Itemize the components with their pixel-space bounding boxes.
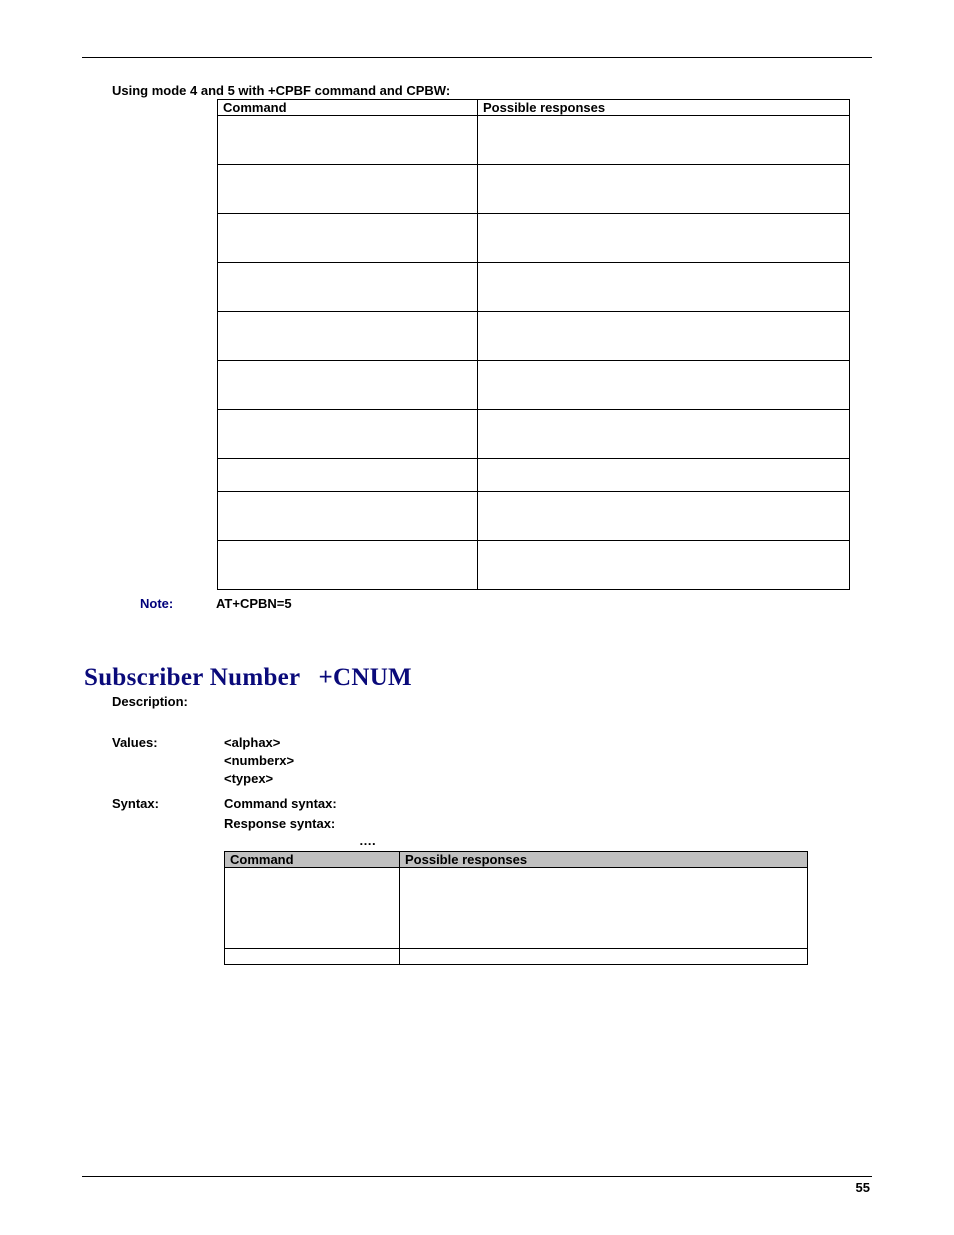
command-cell	[218, 165, 478, 214]
values-label: Values:	[112, 735, 158, 750]
value-numberx: <numberx>	[224, 753, 295, 768]
response-cell	[478, 410, 850, 459]
section-title: Using mode 4 and 5 with +CPBF command and CPBW:	[112, 83, 451, 98]
page-number: 55	[855, 1180, 870, 1195]
footer-rule	[82, 1176, 872, 1177]
syntax-label: Syntax:	[112, 796, 159, 811]
command-cell	[218, 263, 478, 312]
response-cell	[478, 361, 850, 410]
note-label: Note:	[140, 596, 174, 611]
column-header-responses: Possible responses	[478, 100, 850, 116]
table-row	[218, 165, 850, 214]
table-row	[225, 868, 808, 949]
command-syntax-label: Command syntax:	[224, 796, 337, 811]
table-row	[225, 949, 808, 965]
command-cell	[218, 410, 478, 459]
response-cell	[478, 116, 850, 165]
command-cell	[225, 949, 400, 965]
command-cell	[218, 361, 478, 410]
section-heading	[84, 664, 412, 692]
response-cell	[478, 312, 850, 361]
command-cell	[218, 214, 478, 263]
syntax-ellipsis: ….	[359, 833, 376, 848]
column-header-responses: Possible responses	[400, 852, 808, 868]
table-row	[218, 116, 850, 165]
cnum-table	[224, 851, 808, 965]
value-alphax: <alphax>	[224, 735, 281, 750]
command-cell	[218, 492, 478, 541]
column-header-command: Command	[225, 852, 400, 868]
table-header-row	[218, 100, 850, 116]
response-cell	[478, 541, 850, 590]
table-row	[218, 214, 850, 263]
heading-command: +CNUM	[318, 664, 412, 691]
cpbf-cpbw-table	[217, 99, 850, 590]
command-cell	[218, 541, 478, 590]
column-header-command: Command	[218, 100, 478, 116]
value-typex: <typex>	[224, 771, 274, 786]
table-row	[218, 263, 850, 312]
response-cell	[478, 165, 850, 214]
table-row	[218, 541, 850, 590]
response-cell	[478, 263, 850, 312]
table-row	[218, 410, 850, 459]
response-syntax-label: Response syntax:	[224, 816, 336, 831]
command-cell	[218, 459, 478, 492]
table-row	[218, 459, 850, 492]
header-rule	[82, 57, 872, 58]
table-row	[218, 312, 850, 361]
response-cell	[478, 459, 850, 492]
table-header-row	[225, 852, 808, 868]
response-cell	[400, 868, 808, 949]
description-label: Description:	[112, 694, 188, 709]
command-cell	[218, 116, 478, 165]
response-cell	[400, 949, 808, 965]
response-cell	[478, 492, 850, 541]
note-text: AT+CPBN=5	[216, 596, 292, 611]
table-row	[218, 361, 850, 410]
heading-title: Subscriber Number	[84, 664, 301, 691]
response-cell	[478, 214, 850, 263]
command-cell	[225, 868, 400, 949]
command-cell	[218, 312, 478, 361]
table-row	[218, 492, 850, 541]
